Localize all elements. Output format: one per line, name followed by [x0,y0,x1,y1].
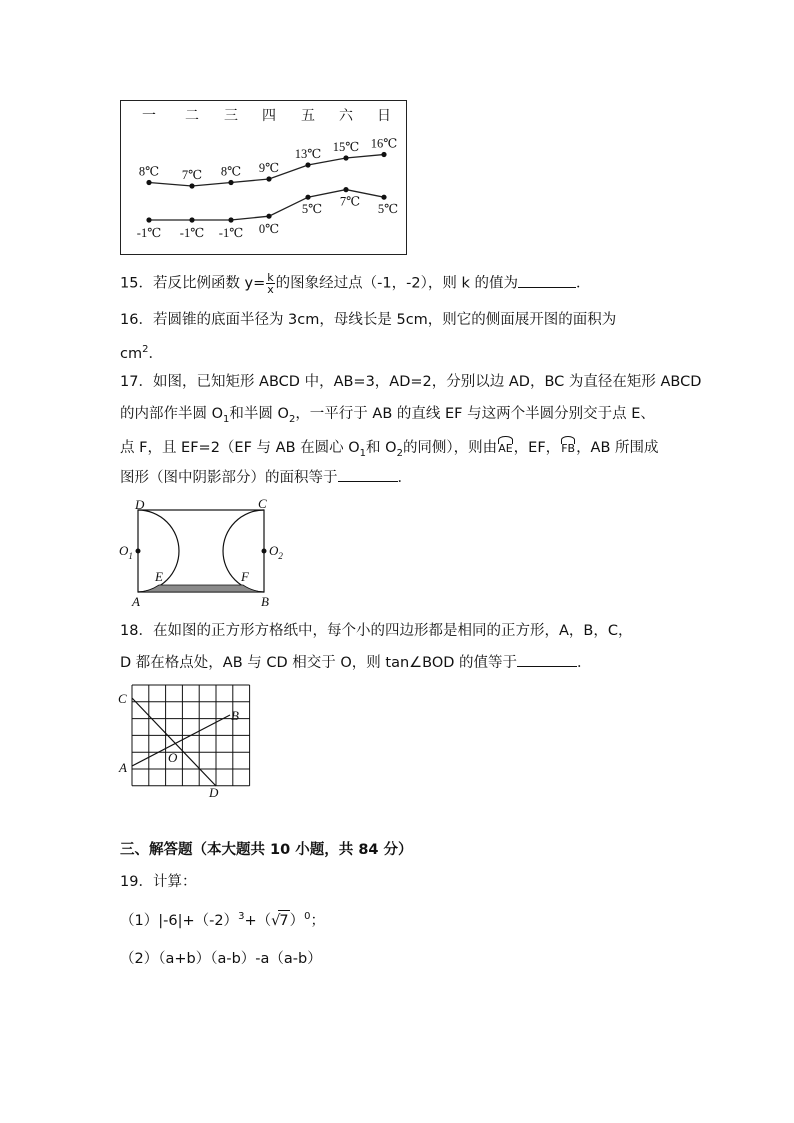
answer-blank [518,273,576,288]
q16-line1: 16．若圆锥的底面半径为 3cm，母线长是 5cm，则它的侧面展开图的面积为 [120,312,617,328]
q17-line3-c: 的同侧），则由 [402,440,498,456]
label-c: C [258,496,267,511]
q17-line3-e: ，AB 所围成 [576,440,659,456]
q17-line3-a: 点 F，且 EF=2（EF 与 AB 在圆心 O [120,440,360,456]
answer-blank [338,467,398,482]
segment-ab [132,715,230,766]
day-label: 三 [224,108,238,124]
label-o2: $O_2$ [269,543,283,561]
day-label: 四 [262,108,276,124]
grid-figure [115,680,255,800]
low-temp-point [146,217,151,222]
q15-end: ． [575,275,591,292]
label-o: O [168,750,178,765]
q19-p1-d: ； [310,912,325,929]
high-temp-point [305,162,310,167]
low-temp-label: -1℃ [218,226,244,240]
q15-text-pre: 15．若反比例函数 y= [120,275,266,292]
q17-line2-a: 的内部作半圆 O [120,406,224,422]
label-a: A [132,594,140,609]
fraction-numerator: k [267,271,274,284]
question-19-intro: 19．计算： [120,874,197,890]
day-label: 日 [377,108,391,124]
q19-p1-c: ） [289,912,305,929]
rectangle-semicircles-figure [115,495,305,610]
question-17-line2 [120,404,655,430]
q19-p1-a: （1）|-6|+（-2） [120,912,239,929]
q19-p1-sup2: 0 [304,911,311,922]
low-temp-label: 5℃ [377,202,399,217]
q17-line3-b: 和 O [366,440,397,456]
high-temp-label: 7℃ [181,168,203,182]
low-temp-point [305,195,310,200]
q17-sub: 1 [359,447,367,459]
low-temp-label: -1℃ [136,226,162,240]
question-18-line2 [120,652,592,673]
segment-cd [132,698,216,786]
label-d: D [209,785,219,800]
question-19-part1 [120,907,325,931]
q15-text-post: 的图象经过点（-1，-2），则 k 的值为 [275,275,518,292]
center-o2-dot [262,549,267,554]
q17-line3-d: ，EF， [513,440,561,456]
question-17-line1 [120,372,701,392]
low-temp-label: -1℃ [179,226,205,240]
q16-end: ． [148,345,163,362]
low-temp-label: 7℃ [339,194,361,209]
high-temp-point [189,183,194,188]
fraction-k-over-x [266,272,274,295]
day-label: 六 [339,108,353,124]
low-temp-label: 0℃ [258,222,280,237]
answer-blank [517,652,577,667]
question-16 [120,310,616,330]
q16-unit: cm [120,345,143,362]
q17-line2-c: ，一平行于 AB 的直线 EF 与这两个半圆分别交于点 E、 [295,406,655,422]
q17-line4: 图形（图中阴影部分）的面积等于 [120,470,338,486]
label-d: D [135,497,145,512]
sqrt-radicand: 7 [278,910,289,931]
high-temp-label: 16℃ [370,136,398,151]
high-temp-point [343,155,348,160]
q18-line1: 18．在如图的正方形方格纸中，每个小的四边形都是相同的正方形，A，B，C， [120,623,633,639]
low-temp-point [381,195,386,200]
section-title: 三、解答题（本大题共 10 小题，共 84 分） [120,842,413,858]
high-temp-point [228,180,233,185]
q18-end: ． [577,655,592,671]
high-temp-label: 15℃ [332,140,360,154]
high-temp-label: 8℃ [138,164,160,179]
q19-p1-sup: 3 [238,911,245,922]
label-c: C [118,691,127,706]
weather-chart [120,100,408,256]
q17-sub: 2 [288,413,296,425]
fraction-denominator: x [267,283,274,296]
q19-p1-b: +（ [244,912,272,929]
label-a: A [119,760,127,775]
high-temp-point [146,180,151,185]
low-temp-point [343,187,348,192]
high-temp-label: 8℃ [220,164,242,179]
label-o1: $O_1$ [119,543,133,561]
question-19-part2: （2）（a+b）（a-b）-a（a-b） [120,951,322,967]
day-label: 二 [185,108,199,124]
arc-ae-symbol: AE [498,436,512,459]
label-e: E [155,569,163,584]
question-18-line1 [120,621,632,641]
low-temp-point [228,217,233,222]
question-15 [120,272,590,295]
q17-line2-b: 和半圆 O [229,406,289,422]
q16-unit-sup: 2 [142,344,149,355]
q17-end: ． [397,470,412,486]
q17-line1: 17．如图，已知矩形 ABCD 中，AB=3，AD=2，分别以边 AD，BC 为直径在矩形 ABCD [120,374,702,390]
day-label: 五 [301,108,315,124]
label-f: F [241,569,249,584]
arc-fb-symbol: FB [561,436,575,459]
q18-line2: D 都在格点处，AB 与 CD 相交于 O，则 tan∠BOD 的值等于 [120,655,518,671]
high-temp-point [381,152,386,157]
question-16-cont [120,340,163,364]
label-b: B [261,594,269,609]
q17-sub: 1 [223,413,230,425]
sqrt-icon: √ [271,912,281,929]
center-o1-dot [136,549,141,554]
label-b: B [231,708,239,723]
low-temp-point [189,217,194,222]
question-17-line3 [120,436,659,464]
high-temp-label: 9℃ [258,161,280,175]
low-temp-point [266,214,271,219]
high-temp-point [266,176,271,181]
q17-sub: 2 [396,447,403,459]
low-temp-label: 5℃ [301,202,323,217]
question-17-line4 [120,467,412,488]
day-label: 一 [142,108,156,124]
shaded-region [138,585,264,592]
high-temp-label: 13℃ [294,147,322,161]
